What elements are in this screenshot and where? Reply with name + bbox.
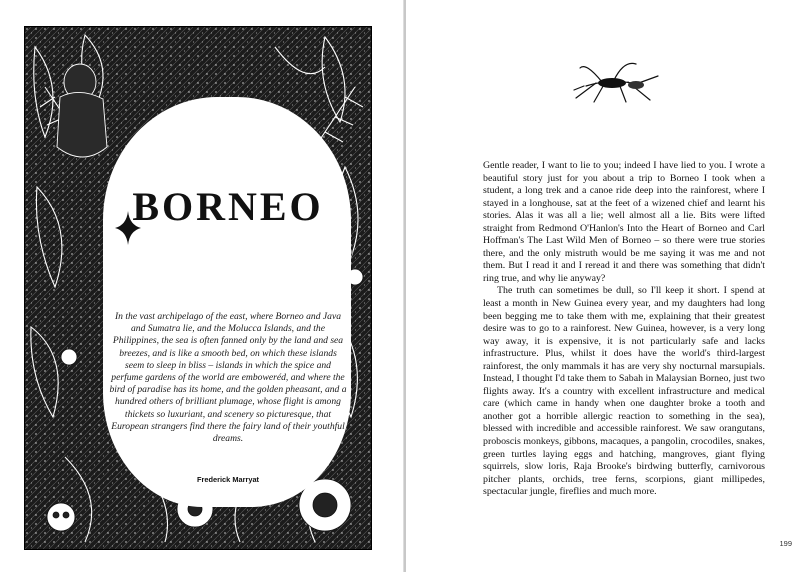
chapter-title: BORNEO bbox=[132, 184, 324, 229]
paragraph-2: The truth can sometimes be dull, so I'll keep it short. I spend at least a month in New Guinea every year, and my daughters had long been begging me to take them with me, explaining that their greatest desire was to go to a rainforest. New Guinea, however, is a very long way away, it is expensive, it is not particularly safe and lacks infrastructure. Plus, whilst it does have the world's third-largest rainforest, the only mammals it has are very shy nocturnal marsupials. Instead, I thought I'd take them to Sabah in Malaysian Borneo, just two flights away. It's a country with excellent infrastructure and medical care (which came in handy when one daughter broke a tooth and another got a horrible allergic reaction to something in the sea), blessed with incredible and accessible rainforest. We saw orangutans, proboscis monkeys, gibbons, macaques, a pangolin, crocodiles, snakes, green turtles laying eggs and hatching, mangroves, giant flying squirrels, slow loris, Raja Brooke's birdwing butterfly, carnivorous pitcher plants, orchids, tree ferns, scorpions, giant millipedes, spectacular jungle, fireflies and much more. bbox=[483, 285, 765, 498]
title-block bbox=[115, 184, 341, 229]
article-body bbox=[483, 160, 765, 499]
paragraph-1: Gentle reader, I want to lie to you; indeed I have lied to you. I wrote a beautiful story just for you about a trip to Borneo I took when a student, a long trek and a canoe ride deep into the rainforest, where I stayed in a longhouse, sat at the feet of a wizened chief and learnt his stories. Alas it was all a lie; well almost all a lie. Bits were lifted straight from Redmond O'Hanlon's Into the Heart of Borneo and Carl Hoffman's The Last Wild Men of Borneo – so there were true stories there, and the only mistruth would be me saying it was me and not them. But I read it and I reread it and there was something that didn't ring true, and why lie anyway? bbox=[483, 160, 765, 284]
epigraph: In the vast archipelago of the east, where Borneo and Java and Sumatra lie, and the Molucca Islands, and the Philippines, the sea is often fanned only by the land and sea breezes, and is like a smooth bed, on which these islands seem to sleep in bliss – islands in which the spice and perfume gardens of the world are emboweréd, and where the bird of paradise has its home, and the golden pheasant, and a hundred others of brilliant plumage, whose flight is among thickets so luxuriant, and scenery so picturesque, that European strangers find there the fairy land of their youthful dreams. bbox=[109, 311, 347, 445]
left-page bbox=[0, 0, 404, 572]
jungle-frame-illustration bbox=[24, 26, 372, 550]
text-clearing bbox=[103, 97, 351, 507]
right-page bbox=[406, 0, 810, 572]
mosquito-illustration bbox=[566, 56, 666, 106]
page-number: 199 bbox=[779, 539, 792, 548]
four-point-star-icon bbox=[115, 211, 141, 245]
epigraph-author: Frederick Marryat bbox=[196, 475, 260, 484]
